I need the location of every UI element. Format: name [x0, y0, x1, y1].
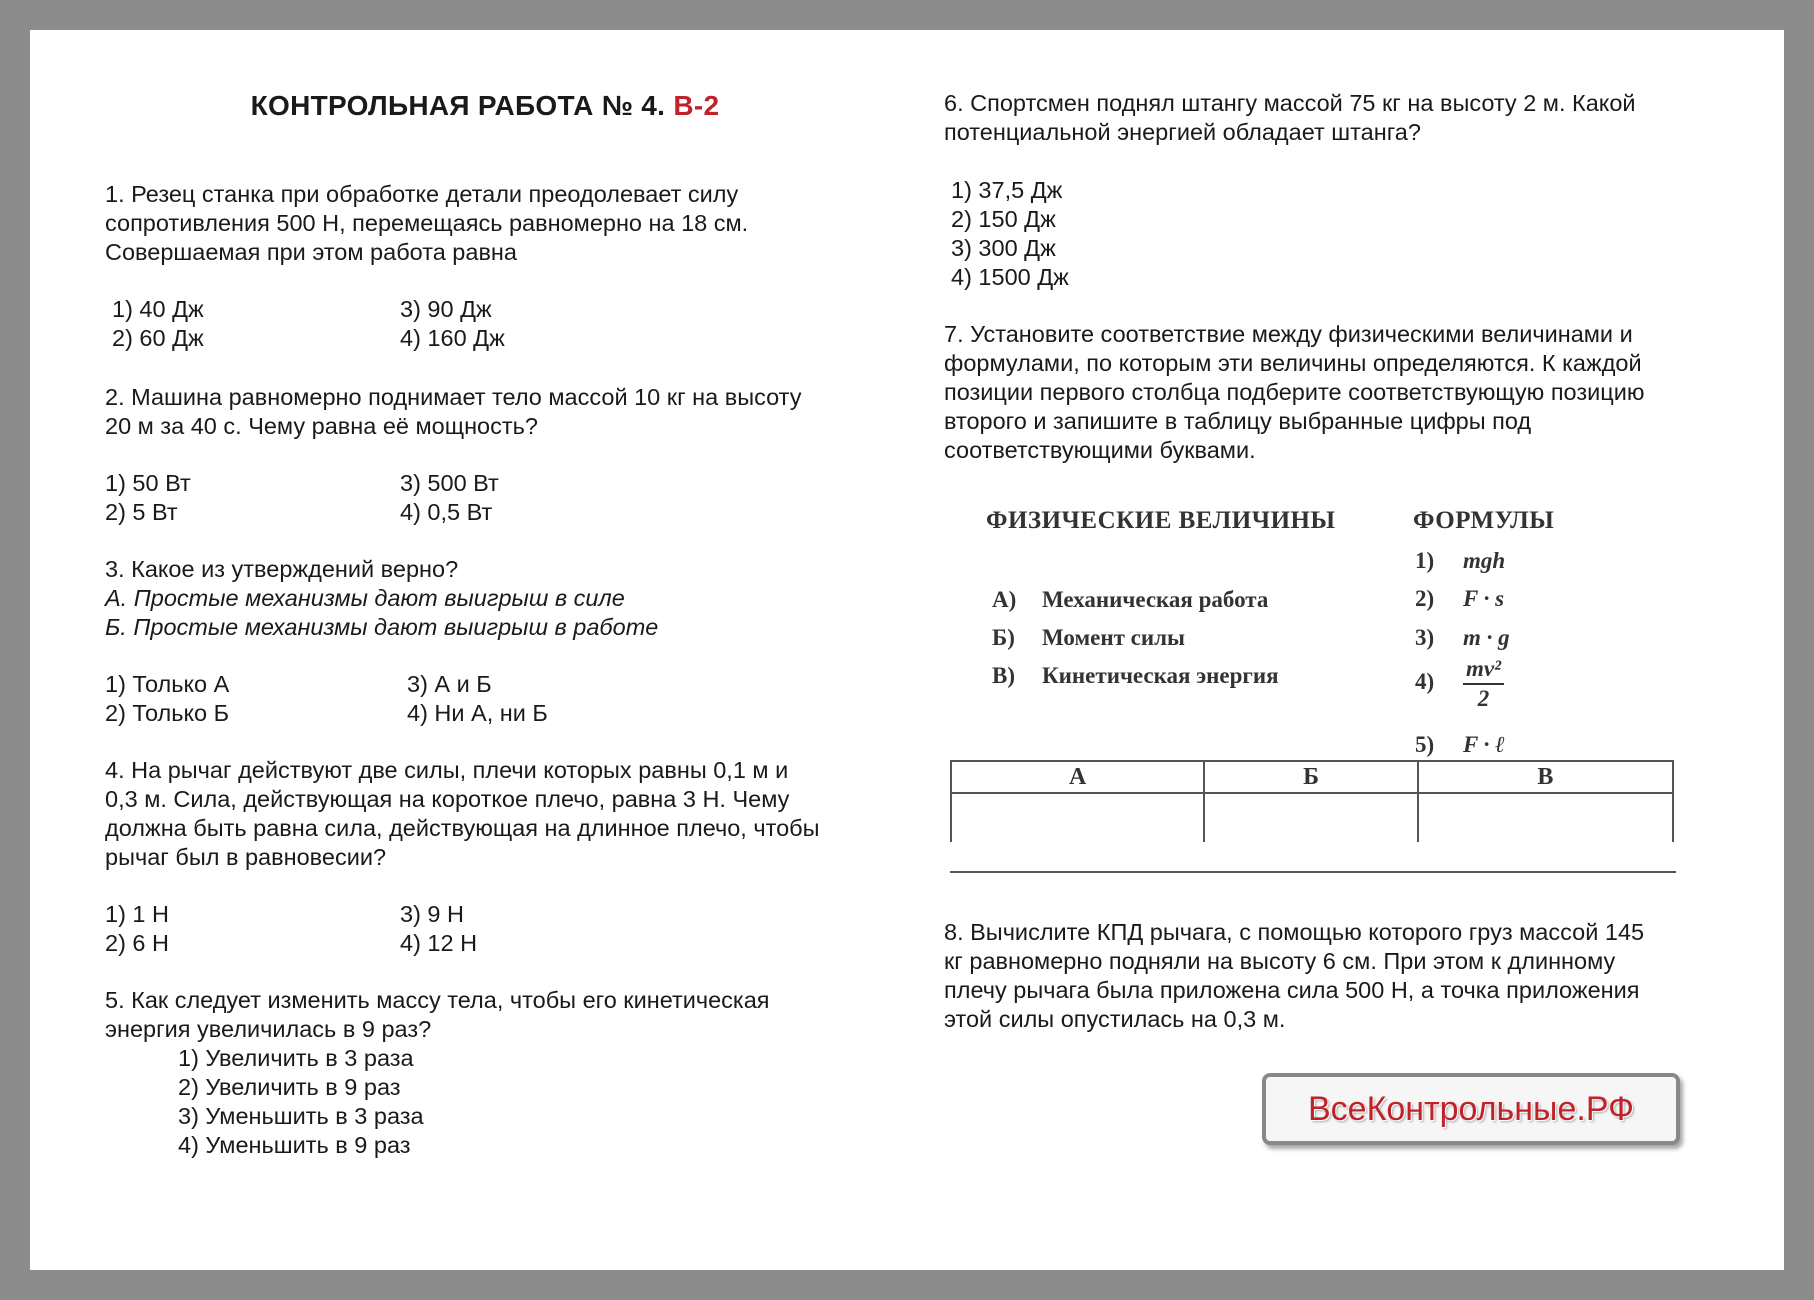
q6-option-2: 2) 150 Дж: [951, 206, 1056, 232]
page-title: [100, 90, 870, 122]
question-7-line: 7. Установите соответствие между физическими величинами и: [944, 321, 1633, 347]
q3-option-2: 2) Только Б: [105, 700, 230, 726]
title-main: КОНТРОЛЬНАЯ РАБОТА № 4.: [250, 90, 666, 121]
answer-column-v: В: [1418, 761, 1673, 793]
q2-option-3: 3) 500 Вт: [400, 470, 499, 496]
answer-column-a: А: [951, 761, 1204, 793]
question-5: [105, 986, 770, 1044]
q5-option-1: 1) Увеличить в 3 раза: [178, 1045, 414, 1071]
answer-table: [950, 760, 1674, 842]
q1-option-2: 2) 60 Дж: [112, 325, 204, 351]
q6-option-1: 1) 37,5 Дж: [951, 177, 1063, 203]
q3-option-3: 3) А и Б: [407, 671, 492, 697]
quantity-label: А): [992, 587, 1017, 612]
question-8-line: плечу рычага была приложена сила 500 Н, а точка приложения: [944, 977, 1640, 1003]
question-7-line: второго и запишите в таблицу выбранные цифры под: [944, 408, 1532, 434]
question-2-line: 2. Машина равномерно поднимает тело массой 10 кг на высоту: [105, 384, 802, 410]
question-2-line: 20 м за 40 с. Чему равна её мощность?: [105, 413, 538, 439]
question-1-line: Совершаемая при этом работа равна: [105, 239, 517, 265]
question-1-line: сопротивления 500 Н, перемещаясь равномерно на 18 см.: [105, 210, 749, 236]
question-4-line: рычаг был в равновесии?: [105, 844, 387, 870]
answer-table-bottom-rule: [950, 871, 1676, 873]
q2-option-2: 2) 5 Вт: [105, 499, 178, 525]
formula: F · ℓ: [1463, 732, 1506, 757]
statement-a: А. Простые механизмы дают выигрыш в силе: [105, 585, 625, 611]
formula-row: [1415, 732, 1505, 758]
question-7: [944, 320, 1644, 465]
formula-number: 5): [1415, 732, 1435, 757]
q3-option-4: 4) Ни А, ни Б: [407, 700, 548, 726]
q4-option-1: 1) 1 Н: [105, 901, 169, 927]
question-8: [944, 918, 1644, 1034]
site-logo: ВсеКонтрольные.РФ: [1262, 1073, 1680, 1145]
formula: F · s: [1463, 586, 1505, 611]
quantity-text: Момент силы: [1042, 625, 1185, 650]
answer-table-row: [951, 793, 1673, 842]
quantity-label: Б): [992, 625, 1015, 650]
q2-option-4: 4) 0,5 Вт: [400, 499, 493, 525]
question-5-line: энергия увеличилась в 9 раз?: [105, 1016, 432, 1042]
statement-b: Б. Простые механизмы дают выигрыш в работе: [105, 614, 659, 640]
formula: mgh: [1463, 548, 1506, 573]
question-8-line: кг равномерно подняли на высоту 6 см. При этом к длинному: [944, 948, 1616, 974]
answer-cell-a[interactable]: [951, 793, 1204, 842]
q6-option-3: 3) 300 Дж: [951, 235, 1056, 261]
q1-option-4: 4) 160 Дж: [400, 325, 505, 351]
quantity-row: [992, 625, 1185, 651]
fraction-denominator: 2: [1477, 686, 1490, 711]
fraction-numerator: mv²: [1463, 656, 1504, 685]
formulas-header: ФОРМУЛЫ: [1413, 507, 1555, 534]
quantities-header: ФИЗИЧЕСКИЕ ВЕЛИЧИНЫ: [986, 507, 1336, 534]
quantity-row: [992, 663, 1279, 689]
formula-number: 3): [1415, 625, 1435, 650]
q4-option-2: 2) 6 Н: [105, 930, 169, 956]
question-8-line: этой силы опустилась на 0,3 м.: [944, 1006, 1286, 1032]
formula-row: [1415, 656, 1504, 712]
q2-option-1: 1) 50 Вт: [105, 470, 191, 496]
q5-option-4: 4) Уменьшить в 9 раз: [178, 1132, 411, 1158]
question-4-line: 4. На рычаг действуют две силы, плечи которых равны 0,1 м и: [105, 757, 789, 783]
answer-cell-v[interactable]: [1418, 793, 1673, 842]
q4-option-4: 4) 12 Н: [400, 930, 478, 956]
q5-option-3: 3) Уменьшить в 3 раза: [178, 1103, 424, 1129]
question-6-line: потенциальной энергией обладает штанга?: [944, 119, 1421, 145]
question-5-line: 5. Как следует изменить массу тела, чтобы его кинетическая: [105, 987, 770, 1013]
question-3: [105, 555, 658, 642]
formula-row: [1415, 625, 1510, 651]
answer-table-header: [951, 761, 1673, 793]
formula-number: 1): [1415, 548, 1435, 573]
question-7-line: позиции первого столбца подберите соответствующую позицию: [944, 379, 1645, 405]
question-4: [105, 756, 820, 872]
question-1-line: 1. Резец станка при обработке детали преодолевает силу: [105, 181, 739, 207]
q5-option-2: 2) Увеличить в 9 раз: [178, 1074, 401, 1100]
formula: m · g: [1463, 625, 1510, 650]
q3-option-1: 1) Только А: [105, 671, 230, 697]
answer-cell-b[interactable]: [1204, 793, 1417, 842]
quantity-text: Кинетическая энергия: [1042, 663, 1279, 688]
q1-option-3: 3) 90 Дж: [400, 296, 492, 322]
question-2: [105, 383, 801, 441]
question-7-line: формулами, по которым эти величины определяются. К каждой: [944, 350, 1642, 376]
question-4-line: 0,3 м. Сила, действующая на короткое плечо, равна 3 Н. Чему: [105, 786, 790, 812]
formula-row: [1415, 548, 1505, 574]
quantity-row: [992, 587, 1268, 613]
quantity-text: Механическая работа: [1042, 587, 1269, 612]
quantity-label: В): [992, 663, 1015, 688]
question-3-line: 3. Какое из утверждений верно?: [105, 556, 459, 582]
q1-option-1: 1) 40 Дж: [112, 296, 204, 322]
question-6: [944, 89, 1636, 147]
q6-option-4: 4) 1500 Дж: [951, 264, 1069, 290]
formula-number: 4): [1415, 669, 1435, 695]
answer-column-b: Б: [1204, 761, 1417, 793]
formula-number: 2): [1415, 586, 1435, 611]
formula-fraction: [1463, 656, 1504, 712]
question-6-line: 6. Спортсмен поднял штангу массой 75 кг на высоту 2 м. Какой: [944, 90, 1636, 116]
question-7-line: соответствующими буквами.: [944, 437, 1256, 463]
question-8-line: 8. Вычислите КПД рычага, с помощью которого груз массой 145: [944, 919, 1645, 945]
formula-row: [1415, 586, 1504, 612]
title-variant: В-2: [673, 90, 720, 121]
question-4-line: должна быть равна сила, действующая на длинное плечо, чтобы: [105, 815, 820, 841]
q4-option-3: 3) 9 Н: [400, 901, 464, 927]
question-1: [105, 180, 748, 267]
